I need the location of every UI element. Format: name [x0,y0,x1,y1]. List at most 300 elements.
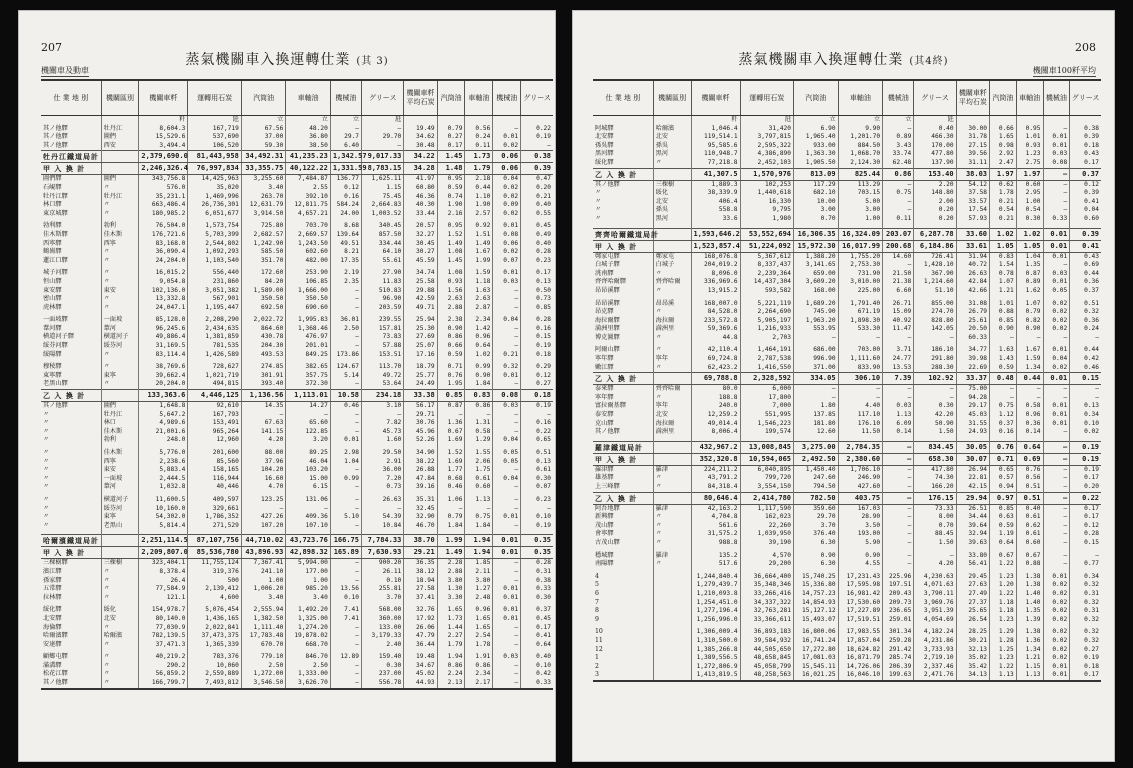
column-header: 機關車粁 [139,80,188,116]
value-cell: 0.01 [493,372,521,381]
value-cell: 136.77 [330,175,361,184]
depot-cell: 〃 [653,287,691,296]
location-cell: 洮南驛 [595,269,614,277]
location-cell: 昂昂溪驛 [595,299,620,307]
table-row [593,334,1101,343]
header-label: 機關車100粁平均 [1032,66,1096,75]
value-cell: 38.70 [404,535,437,547]
value-cell: 4,989.6 [139,419,188,428]
value-cell: 26.63 [362,496,404,505]
value-cell: 0.51 [1070,300,1101,309]
value-cell: 39,190 [740,539,793,548]
value-cell: 0.10 [330,594,361,603]
depot-cell: 〃 [653,270,691,279]
table-row [593,317,1101,326]
table-row [593,628,1101,637]
value-cell: 0.01 [1043,373,1070,385]
value-cell: 1.84 [465,522,493,531]
value-cell: 16,871.79 [838,654,883,663]
value-cell: 2.19 [330,269,361,278]
value-cell: 1.80 [794,402,839,411]
value-cell: 271,529 [188,522,241,531]
value-cell: 255.81 [362,585,404,594]
value-cell: 0.68 [437,475,465,484]
value-cell: 197.51 [883,581,914,590]
location-cell: 8 [595,607,599,615]
table-row [41,428,553,437]
value-cell: 1,440,618 [740,189,793,198]
value-cell: 2.50 [330,325,361,334]
value-cell: 49,886.4 [139,333,188,342]
location-cell: 其ノ他驛 [43,124,68,132]
depot-cell: 〃 [101,184,139,193]
value-cell: 0.70 [794,215,839,224]
value-cell: 2.34 [465,316,493,325]
value-cell: 0.24 [465,133,493,142]
value-cell: 38.03 [956,168,989,180]
value-cell: 0.74 [437,193,465,202]
column-header: 汽筒油 [437,80,465,116]
value-cell: 31.55 [956,420,989,429]
value-cell: 47.79 [404,632,437,641]
value-cell: 0.22 [1070,492,1101,504]
value-cell: 10.58 [330,390,361,402]
value-cell: 2.75 [1016,159,1043,168]
depot-cell [653,168,691,180]
value-cell: 2.27 [437,632,465,641]
value-cell: 0.33 [521,679,553,689]
value-cell: 15,493.07 [794,616,839,625]
location-cell: 〃 [43,457,50,465]
value-cell: — [883,441,914,453]
value-cell: 1,368.46 [286,325,331,334]
value-cell: 0.65 [521,436,553,445]
value-cell: — [1043,189,1070,198]
value-cell: 12,960 [188,436,241,445]
value-cell: 24.00 [330,210,361,219]
value-cell: 1.25 [990,646,1017,655]
value-cell: 417.80 [914,465,956,474]
value-cell: 44.8 [691,334,740,343]
value-cell: 188.8 [691,394,740,403]
value-cell: 28.25 [956,628,989,637]
location-cell: 鄭家屯驛 [595,252,620,260]
value-cell: 5,221,119 [740,300,793,309]
value-cell: 45.02 [404,670,437,679]
value-cell: 0.01 [1043,573,1070,582]
depot-cell: 綏芬河 [101,505,139,514]
value-cell: 0.01 [493,585,521,594]
value-cell: 39,584,932 [740,637,793,646]
value-cell: 2.40 [362,641,404,650]
value-cell: 34.13 [956,671,989,681]
value-cell: — [883,530,914,539]
value-cell: 745.90 [794,308,839,317]
value-cell: — [883,394,914,403]
value-cell: — [493,632,521,641]
location-cell: 11 [595,636,603,644]
value-cell: 35.02 [956,654,989,663]
value-cell: 0.61 [1016,513,1043,522]
value-cell: 0.02 [1043,654,1070,663]
table-row [593,189,1101,198]
value-cell: 1.00 [241,577,286,586]
value-cell: 1.40 [1016,590,1043,599]
value-cell: 834.45 [914,441,956,453]
subtotal-row [41,390,553,402]
value-cell: 0.28 [521,316,553,325]
value-cell: 1.21 [1016,654,1043,663]
value-cell: 1,706.10 [838,465,883,474]
value-cell: 236.65 [883,607,914,616]
value-cell: — [493,333,521,342]
value-cell: 2.20 [914,180,956,189]
value-cell: 0.32 [1070,581,1101,590]
value-cell: 2.50 [286,662,331,671]
value-cell: 0.08 [493,390,521,402]
value-cell: — [1043,552,1070,561]
value-cell: 42.84 [956,278,989,287]
value-cell: 39.64 [956,522,989,531]
column-header: グリース [1070,80,1101,116]
depot-cell: 西安 [101,142,139,151]
depot-cell: 佳木斯 [101,428,139,437]
value-cell: 95,585.6 [691,142,740,151]
location-cell: 〃 [595,197,602,205]
value-cell: 15,529.6 [139,133,188,142]
value-cell: 7.20 [362,475,404,484]
value-cell: 1.63 [465,287,493,296]
unit-cell [1043,116,1070,125]
value-cell: 16,741.24 [794,637,839,646]
value-cell: 33.60 [956,228,989,240]
value-cell: 13,008,845 [740,441,793,453]
unit-cell [493,116,521,125]
value-cell: 0.35 [521,535,553,547]
value-cell: — [330,419,361,428]
value-cell: — [1043,125,1070,134]
depot-cell: 〃 [653,346,691,355]
value-cell: 3.00 [794,206,839,215]
unit-cell: 瓩 [188,116,241,125]
value-cell: 0.99 [465,363,493,372]
table-row [41,231,553,240]
location-cell: 〃 [43,436,50,444]
location-cell: 〃 [43,419,50,427]
value-cell: 7,630.93 [362,547,404,559]
value-cell: 884.50 [838,142,883,151]
value-cell: 0.24 [1070,325,1101,334]
value-cell: — [794,394,839,403]
value-cell: — [883,492,914,504]
table-row [41,662,553,671]
value-cell: 1.12 [990,411,1017,420]
value-cell: 17,983.55 [838,628,883,637]
value-cell: 53,552,694 [740,228,793,240]
value-cell: 726.41 [914,252,956,261]
depot-cell [653,590,691,599]
location-cell: 東京城驛 [43,209,68,217]
value-cell: 494,815 [188,380,241,389]
value-cell: 103.20 [286,466,331,475]
value-cell: 0.21 [493,351,521,360]
value-cell: 34.77 [956,346,989,355]
value-cell: — [330,333,361,342]
value-cell: — [493,428,521,437]
value-cell: 74.30 [914,474,956,483]
value-cell: — [493,287,521,296]
value-cell: 48,658,845 [740,654,793,663]
value-cell: 237.00 [362,670,404,679]
value-cell: 4,231.86 [914,637,956,646]
value-cell: 0.11 [883,215,914,224]
table-row [41,380,553,389]
value-cell: 6,051,677 [188,210,241,219]
value-cell: 0.85 [990,504,1017,513]
table-row [41,363,553,372]
location-cell: 鶴崗驛 [43,248,62,256]
value-cell: 24.77 [883,355,914,364]
value-cell: 10,160.0 [139,505,188,514]
value-cell: 686.00 [794,346,839,355]
value-cell: — [883,474,914,483]
location-cell: 阿城驛 [595,124,614,132]
value-cell: 3,010.00 [838,278,883,287]
value-cell: — [493,679,521,689]
value-cell: 0.73 [362,483,404,492]
value-cell: 2,444.5 [139,475,188,484]
value-cell: 37,471.3 [139,641,188,650]
value-cell: 0.59 [437,351,465,360]
table-row [593,663,1101,672]
value-cell: 33.44 [404,210,437,219]
value-cell: — [990,385,1017,394]
value-cell: 1.59 [465,269,493,278]
value-cell: — [286,505,331,514]
depot-cell: 横道河子 [101,496,139,505]
value-cell: 30.07 [956,453,989,465]
value-cell: 39,662.4 [139,372,188,381]
value-cell: — [330,295,361,304]
table-row [593,133,1101,142]
value-cell: 0.40 [521,201,553,210]
value-cell: 1,388.20 [794,252,839,261]
table-row [41,632,553,641]
value-cell: 3.30 [437,594,465,603]
value-cell: 26.63 [956,270,989,279]
value-cell: 0.90 [990,325,1017,334]
value-cell: 0.06 [493,163,521,175]
value-cell: 0.76 [437,372,465,381]
value-cell: 1.22 [990,663,1017,672]
value-cell: 1,889.3 [691,180,740,189]
value-cell: 3,494.4 [139,142,188,151]
value-cell: 204.30 [241,342,286,351]
value-cell: 200.68 [883,240,914,252]
value-cell: 77,218.8 [691,159,740,168]
value-cell: 1.04 [1016,252,1043,261]
ledger-table [41,79,553,690]
value-cell: 0.45 [521,615,553,624]
value-cell: 0.40 [1016,504,1043,513]
value-cell: 0.60 [1016,180,1043,189]
location-cell: 會寧驛 [595,530,614,538]
value-cell: 42.15 [956,483,989,492]
value-cell: 561.6 [691,522,740,531]
value-cell: 153.40 [914,168,956,180]
value-cell: 76,504.0 [139,222,188,231]
value-cell: 14,854.93 [794,599,839,608]
value-cell: 42,110.4 [691,346,740,355]
value-cell: 17,231.43 [838,573,883,582]
value-cell: 1,413,819.5 [691,671,740,681]
value-cell: — [883,465,914,474]
value-cell: 32.94 [956,530,989,539]
value-cell: 782.50 [794,492,839,504]
unit-cell: 瓩 [362,116,404,125]
depot-cell: 〃 [653,539,691,548]
value-cell: 17.54 [956,206,989,215]
value-cell: 17,595.98 [838,581,883,590]
value-cell: — [362,411,404,420]
value-cell: 0.17 [1070,159,1101,168]
value-cell: 3.80 [437,577,465,586]
value-cell: — [521,142,553,151]
value-cell: 0.29 [521,363,553,372]
table-row [593,364,1101,373]
value-cell: 44.93 [404,679,437,689]
value-cell: 1.39 [1016,616,1043,625]
depot-cell: 〃 [101,201,139,210]
value-cell: — [437,505,465,514]
value-cell: 34,337,322 [740,599,793,608]
value-cell: 1,136.56 [241,390,286,402]
value-cell: 0.37 [990,420,1017,429]
value-cell: 1.95 [437,380,465,389]
depot-cell [653,581,691,590]
value-cell: 29.88 [404,287,437,296]
location-cell: 〃 [43,410,50,418]
value-cell: 291.80 [914,355,956,364]
value-cell: 31.11 [956,159,989,168]
value-cell: 20.57 [404,222,437,231]
value-cell: 2.24 [437,670,465,679]
value-cell: 17,272.80 [794,646,839,655]
value-cell: 3.50 [838,522,883,531]
value-cell: 0.67 [437,428,465,437]
value-cell: 0.66 [437,342,465,351]
location-cell: 12 [595,645,603,653]
value-cell: 36.44 [404,641,437,650]
depot-cell [653,441,691,453]
value-cell: 0.16 [330,193,361,202]
value-cell: — [914,334,956,343]
table-row [41,342,553,351]
value-cell: 2,787,538 [740,355,793,364]
value-cell: 558.8 [691,206,740,215]
column-header: 機關車粁 [691,80,740,116]
value-cell: 166,799.7 [139,679,188,689]
value-cell: 0.04 [1043,355,1070,364]
value-cell: 1,006.20 [241,585,286,594]
value-cell: 1.65 [437,606,465,615]
value-cell: 49.72 [362,372,404,381]
location-cell: 〃 [43,495,50,503]
depot-cell: 孫吳 [653,142,691,151]
value-cell: — [883,198,914,207]
value-cell: — [1043,530,1070,539]
table-row [593,180,1101,189]
location-cell: 乙 入 換 計 [593,373,653,385]
value-cell: 343,756.8 [139,175,188,184]
value-cell: 0.21 [990,215,1017,224]
value-cell: 1,244,840.4 [691,573,740,582]
header-row [41,80,553,116]
location-cell: 石峴驛 [43,183,62,191]
value-cell: 34.28 [404,163,437,175]
value-cell: 0.02 [493,142,521,151]
value-cell: 781,535 [188,342,241,351]
value-cell: 39.63 [956,539,989,548]
value-cell: — [1043,513,1070,522]
value-cell: 2.87 [465,304,493,313]
value-cell: 4,182.24 [914,628,956,637]
value-cell: 0.48 [990,373,1017,385]
location-cell: 7 [595,598,599,606]
value-cell: 482.00 [286,257,331,266]
column-header: 車軸油 [838,80,883,116]
value-cell: 1,117,590 [740,504,793,513]
location-cell: 4 [595,572,599,580]
right-page [572,10,1115,762]
value-cell: 119,514.1 [691,133,740,142]
value-cell: 409,597 [188,496,241,505]
depot-cell [101,390,139,402]
value-cell: 159.40 [362,653,404,662]
unit-cell [101,116,139,125]
value-cell: 1.36 [1016,637,1043,646]
value-cell: 0.19 [521,133,553,142]
value-cell: — [521,411,553,420]
location-cell: 海倫驛 [43,623,62,631]
value-cell: 60.33 [956,334,989,343]
value-cell: 110,948.7 [691,150,740,159]
depot-cell [101,163,139,175]
depot-cell: 北安 [653,198,691,207]
location-cell: 東寧驛 [43,371,62,379]
location-cell: 博克圖驛 [595,333,620,341]
value-cell: 1.94 [465,547,493,559]
value-cell: 0.16 [990,428,1017,437]
value-cell: 1.23 [990,573,1017,582]
left-page [18,10,556,762]
value-cell: 33,355.75 [241,163,286,175]
value-cell: 106.85 [286,278,331,287]
value-cell: 0.50 [521,287,553,296]
value-cell: 33,366,611 [740,616,793,625]
value-cell: — [493,577,521,586]
value-cell: 16,017.99 [838,240,883,252]
table-row [593,308,1101,317]
location-cell: 乙 入 換 計 [593,492,653,504]
value-cell: 0.69 [1070,261,1101,270]
value-cell: 0.95 [437,222,465,231]
depot-cell: 林口 [101,419,139,428]
table-row [41,466,553,475]
value-cell: 39.98 [956,355,989,364]
value-cell: 1,382.50 [241,615,286,624]
column-header: 機關車粁平均石炭 [956,80,989,116]
